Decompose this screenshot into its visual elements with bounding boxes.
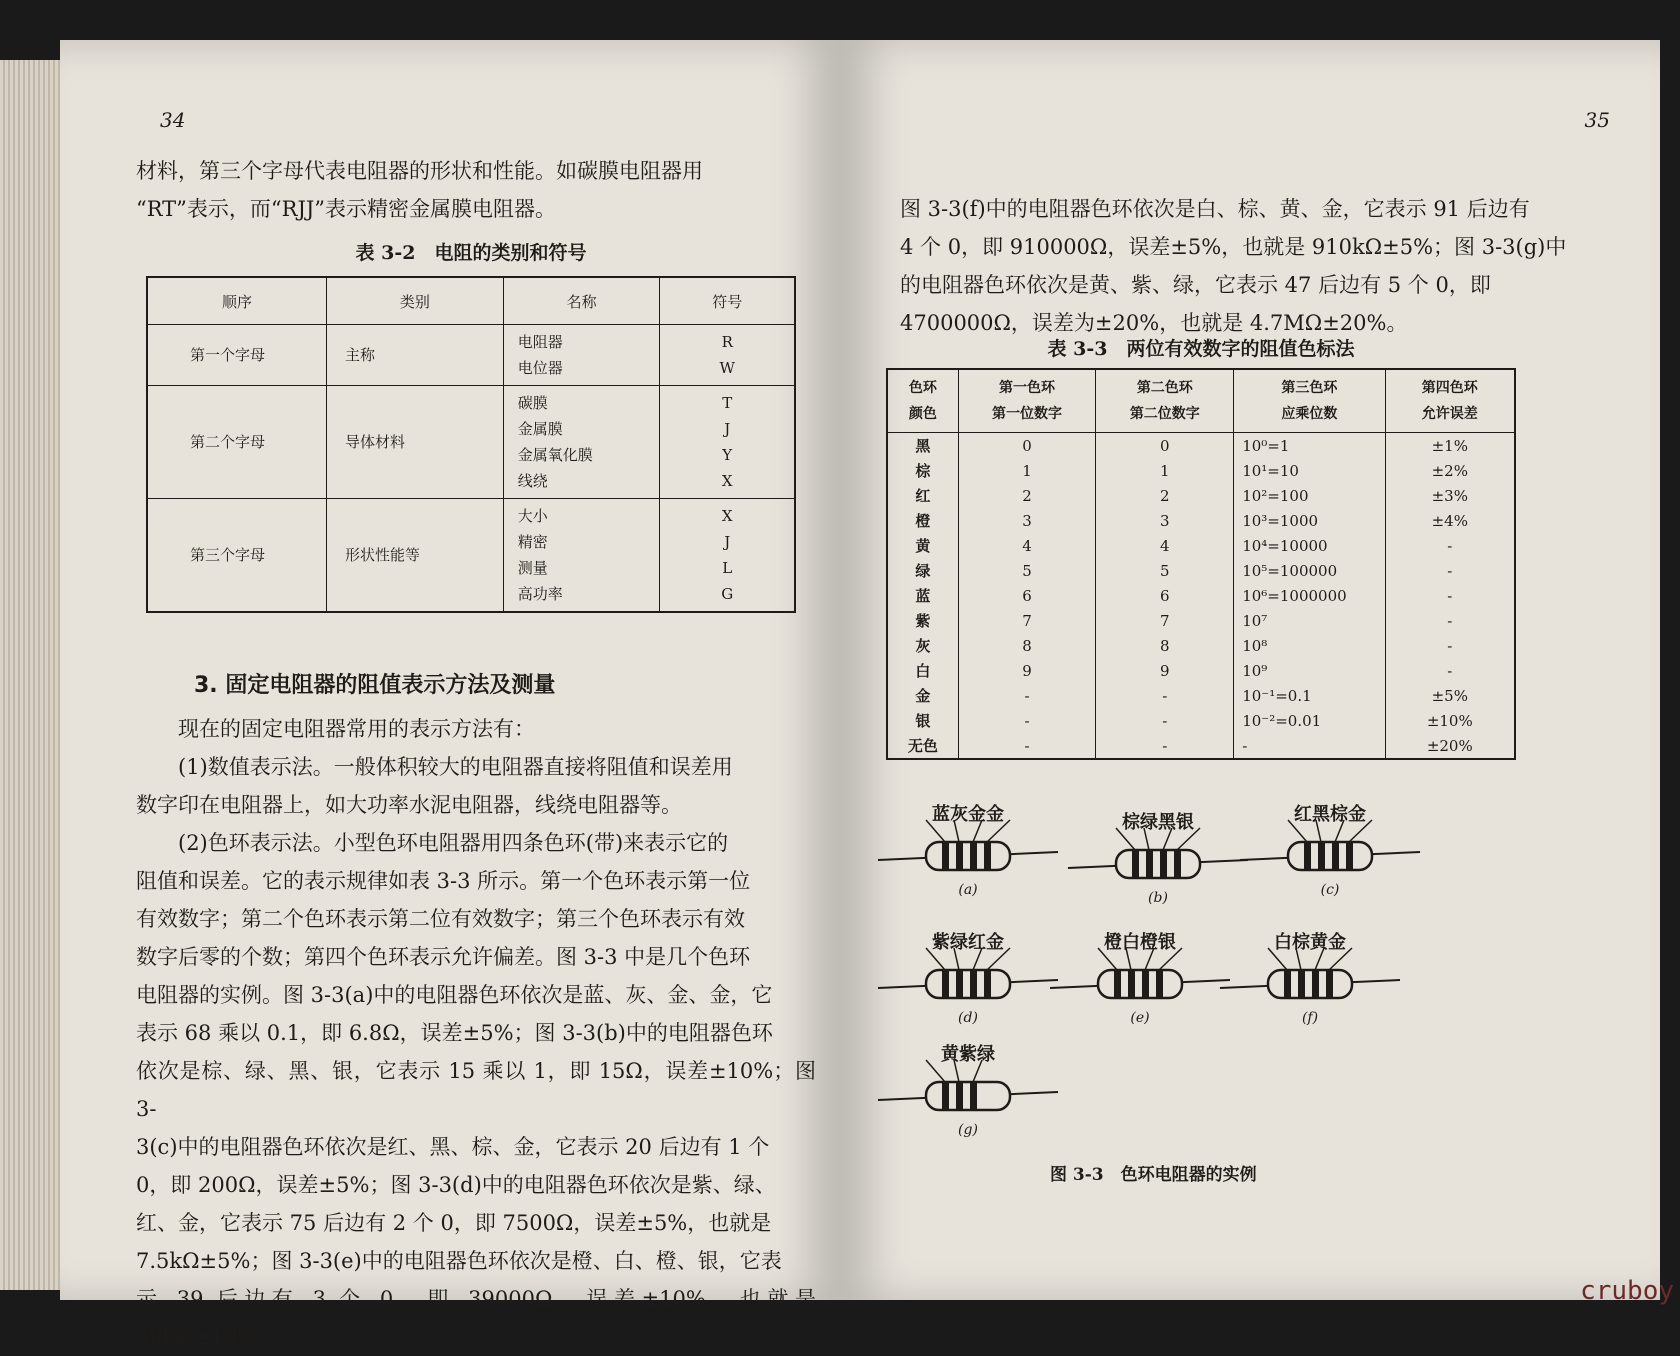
text-line: 4 个 0，即 910000Ω，误差±5%，也就是 910kΩ±5%；图 3-3(g)中: [900, 235, 1567, 259]
first-digit-cell: 2: [958, 483, 1096, 508]
color-cell: 紫: [887, 608, 958, 633]
tolerance-cell: ±5%: [1385, 683, 1515, 708]
band-leader-line: [1349, 820, 1372, 842]
color-band: [956, 1083, 963, 1109]
symbols-cell: [660, 325, 795, 386]
color-cell: 棕: [887, 458, 958, 483]
color-band: [1156, 971, 1163, 997]
resistor-color-code: 蓝灰金金: [932, 804, 1004, 825]
band-leader-line: [1316, 820, 1321, 842]
second-digit-cell: 6: [1096, 583, 1234, 608]
section-title: 3. 固定电阻器的阻值表示方法及测量: [194, 673, 556, 698]
color-band: [1318, 843, 1325, 869]
text-line: 有效数字；第二个色环表示第二位有效数字；第三个色环表示有效: [136, 907, 745, 931]
second-digit-cell: -: [1096, 683, 1234, 708]
symbol-item: T: [722, 394, 733, 412]
table-row: [887, 683, 1515, 708]
header-line: 第一色环: [999, 380, 1056, 396]
color-band: [942, 843, 949, 869]
header-line: 允许误差: [1421, 406, 1478, 422]
table-row: [147, 386, 795, 499]
symbol-item: R: [721, 333, 733, 351]
symbol-item: L: [722, 559, 733, 577]
second-digit-cell: 9: [1096, 658, 1234, 683]
resistor-icon: [878, 950, 1058, 1010]
color-band: [1304, 843, 1311, 869]
color-cell: 红: [887, 483, 958, 508]
band-leader-line: [1288, 820, 1307, 842]
color-band: [1346, 843, 1353, 869]
color-band: [1128, 971, 1135, 997]
table-header: [1385, 369, 1515, 433]
color-band: [1298, 971, 1305, 997]
band-leader-line: [1116, 828, 1135, 850]
table-3-3: [886, 368, 1516, 760]
band-leader-line: [1268, 948, 1287, 970]
second-digit-cell: 7: [1096, 608, 1234, 633]
text-line: 的电阻器色环依次是黄、紫、绿，它表示 47 后边有 5 个 0，即: [900, 273, 1491, 297]
color-cell: 蓝: [887, 583, 958, 608]
table-row: [887, 508, 1515, 533]
text-line: 依次是棕、绿、黑、银，它表示 15 乘以 1，即 15Ω，误差±10%；图 3-: [136, 1059, 816, 1121]
header-line: 应乘位数: [1281, 406, 1338, 422]
name-item: 线绕: [517, 472, 548, 490]
color-band: [1326, 971, 1333, 997]
multiplier-cell: 10⁻²=0.01: [1234, 708, 1385, 733]
name-item: 电位器: [517, 359, 563, 377]
color-cell: 无色: [887, 733, 958, 759]
category-cell: 主称: [327, 325, 504, 386]
text-line: 示 39 后边有 3 个 0，即 39000Ω，误差±10%，也就是 39kΩ±10%；: [136, 1287, 816, 1349]
order-cell: 第二个字母: [147, 386, 327, 499]
table-row: [887, 483, 1515, 508]
color-band: [942, 971, 949, 997]
symbol-item: J: [724, 420, 731, 438]
color-band: [970, 971, 977, 997]
category-cell: 形状性能等: [327, 499, 504, 613]
color-band: [1312, 971, 1319, 997]
table-3-2-caption: 表 3-2 电阻的类别和符号: [355, 242, 587, 264]
color-band: [1114, 971, 1121, 997]
band-leader-line: [954, 1060, 959, 1082]
page-number-right: 35: [1584, 108, 1610, 132]
resistor-3: [1270, 800, 1390, 900]
band-leader-line: [1315, 948, 1324, 970]
multiplier-cell: 10⁰=1: [1234, 433, 1385, 459]
symbol-item: X: [721, 472, 733, 490]
band-leader-line: [973, 948, 982, 970]
first-digit-cell: 1: [958, 458, 1096, 483]
band-leader-line: [1177, 828, 1200, 850]
band-leader-line: [987, 948, 1010, 970]
band-leader-line: [1159, 948, 1182, 970]
resistor-color-code: 黄紫绿: [941, 1044, 995, 1065]
color-band: [1332, 843, 1339, 869]
header-line: 颜色: [908, 406, 937, 422]
symbol-item: G: [721, 585, 734, 603]
symbols-cell: [660, 386, 795, 499]
table-row: [147, 499, 795, 613]
band-leader-line: [973, 1060, 982, 1082]
name-item: 金属氧化膜: [517, 446, 593, 464]
resistor-2: [1098, 808, 1218, 908]
resistor-body: [926, 970, 1010, 998]
multiplier-cell: 10⁵=100000: [1234, 558, 1385, 583]
band-leader-line: [1335, 820, 1344, 842]
text-line: 7.5kΩ±5%；图 3-3(e)中的电阻器色环依次是橙、白、橙、银，它表: [136, 1249, 782, 1273]
text-line: 红、金，它表示 75 后边有 2 个 0，即 7500Ω，误差±5%，也就是: [136, 1211, 772, 1235]
resistor-6: [1250, 928, 1370, 1028]
table-header: 顺序: [147, 277, 327, 325]
color-band: [1160, 851, 1167, 877]
resistor-icon: [878, 1062, 1058, 1122]
name-item: 金属膜: [517, 420, 563, 438]
table-row: [887, 658, 1515, 683]
resistor-color-code: 橙白橙银: [1104, 932, 1176, 953]
band-leader-line: [1163, 828, 1172, 850]
watermark-text: cruboy: [1580, 1276, 1674, 1306]
second-digit-cell: -: [1096, 733, 1234, 759]
tolerance-cell: ±20%: [1385, 733, 1515, 759]
table-row: [887, 458, 1515, 483]
resistor-label: (d): [958, 1010, 978, 1026]
multiplier-cell: 10⁹: [1234, 658, 1385, 683]
color-cell: 橙: [887, 508, 958, 533]
color-cell: 黄: [887, 533, 958, 558]
right-intro-paragraph: [900, 190, 1580, 342]
band-leader-line: [954, 948, 959, 970]
header-line: 第二色环: [1136, 380, 1193, 396]
resistor-color-code: 紫绿红金: [932, 932, 1004, 953]
page-number-left: 34: [160, 108, 186, 132]
resistor-body: [926, 1082, 1010, 1110]
right-page: [840, 40, 1660, 1300]
table-row: [147, 325, 795, 386]
resistor-icon: [1050, 950, 1230, 1010]
tolerance-cell: -: [1385, 658, 1515, 683]
multiplier-cell: 10⁴=10000: [1234, 533, 1385, 558]
first-digit-cell: 8: [958, 633, 1096, 658]
text-line: 数字后零的个数；第四个色环表示允许偏差。图 3-3 中是几个色环: [136, 945, 751, 969]
left-body-text: [136, 710, 816, 1356]
resistor-label: (c): [1320, 882, 1340, 898]
table-row: [887, 708, 1515, 733]
text-line: 现在的固定电阻器常用的表示方法有：: [136, 717, 535, 741]
color-band: [956, 971, 963, 997]
header-line: 第四色环: [1421, 380, 1478, 396]
first-digit-cell: 7: [958, 608, 1096, 633]
resistor-icon: [1240, 822, 1420, 882]
multiplier-cell: 10⁻¹=0.1: [1234, 683, 1385, 708]
first-digit-cell: 5: [958, 558, 1096, 583]
color-cell: 灰: [887, 633, 958, 658]
first-digit-cell: -: [958, 683, 1096, 708]
first-digit-cell: -: [958, 708, 1096, 733]
resistor-icon: [1220, 950, 1400, 1010]
resistor-body: [1268, 970, 1352, 998]
symbol-item: Y: [722, 446, 733, 464]
first-digit-cell: -: [958, 733, 1096, 759]
name-item: 电阻器: [517, 333, 563, 351]
tolerance-cell: ±3%: [1385, 483, 1515, 508]
text-line: 表示 68 乘以 0.1，即 6.8Ω，误差±5%；图 3-3(b)中的电阻器色环: [136, 1021, 773, 1045]
tolerance-cell: ±2%: [1385, 458, 1515, 483]
tolerance-cell: -: [1385, 633, 1515, 658]
band-leader-line: [973, 820, 982, 842]
table-3-2: [146, 276, 796, 613]
second-digit-cell: 3: [1096, 508, 1234, 533]
table-row: [887, 733, 1515, 759]
multiplier-cell: 10²=100: [1234, 483, 1385, 508]
band-leader-line: [954, 820, 959, 842]
order-cell: 第三个字母: [147, 499, 327, 613]
resistor-1: [908, 800, 1028, 900]
multiplier-cell: 10³=1000: [1234, 508, 1385, 533]
color-band: [1146, 851, 1153, 877]
first-digit-cell: 4: [958, 533, 1096, 558]
second-digit-cell: 1: [1096, 458, 1234, 483]
resistor-icon: [1068, 830, 1248, 890]
tolerance-cell: -: [1385, 558, 1515, 583]
multiplier-cell: -: [1234, 733, 1385, 759]
second-digit-cell: 4: [1096, 533, 1234, 558]
color-band: [956, 843, 963, 869]
color-cell: 黑: [887, 433, 958, 459]
table-header: [1234, 369, 1385, 433]
text-line: “RT”表示，而“RJJ”表示精密金属膜电阻器。: [136, 197, 557, 221]
resistor-7: [908, 1040, 1028, 1140]
tolerance-cell: -: [1385, 583, 1515, 608]
color-cell: 绿: [887, 558, 958, 583]
second-digit-cell: 8: [1096, 633, 1234, 658]
order-cell: 第一个字母: [147, 325, 327, 386]
table-row: [887, 558, 1515, 583]
header-line: 第一位数字: [992, 406, 1063, 422]
multiplier-cell: 10⁶=1000000: [1234, 583, 1385, 608]
resistor-icon: [878, 822, 1058, 882]
text-line: 3(c)中的电阻器色环依次是红、黑、棕、金，它表示 20 后边有 1 个: [136, 1135, 770, 1159]
tolerance-cell: ±1%: [1385, 433, 1515, 459]
table-header: 类别: [327, 277, 504, 325]
resistor-label: (f): [1301, 1010, 1319, 1026]
table-3-3-caption: 表 3-3 两位有效数字的阻值色标法: [1047, 338, 1355, 360]
resistor-body: [1098, 970, 1182, 998]
first-digit-cell: 3: [958, 508, 1096, 533]
text-line: 电阻器的实例。图 3-3(a)中的电阻器色环依次是蓝、灰、金、金，它: [136, 983, 773, 1007]
name-item: 大小: [517, 507, 548, 525]
second-digit-cell: 0: [1096, 433, 1234, 459]
multiplier-cell: 10⁸: [1234, 633, 1385, 658]
resistor-5: [1080, 928, 1200, 1028]
second-digit-cell: 2: [1096, 483, 1234, 508]
color-band: [970, 1083, 977, 1109]
text-line: 阻值和误差。它的表示规律如表 3-3 所示。第一个色环表示第一位: [136, 869, 751, 893]
symbols-cell: [660, 499, 795, 613]
symbol-item: J: [724, 533, 731, 551]
resistor-body: [1288, 842, 1372, 870]
names-cell: [503, 325, 660, 386]
color-band: [1284, 971, 1291, 997]
names-cell: [503, 386, 660, 499]
name-item: 精密: [517, 533, 548, 551]
band-leader-line: [1296, 948, 1301, 970]
color-cell: 银: [887, 708, 958, 733]
color-band: [970, 843, 977, 869]
category-cell: 导体材料: [327, 386, 504, 499]
text-line: 4700000Ω，误差为±20%，也就是 4.7MΩ±20%。: [900, 311, 1408, 335]
text-line: 0，即 200Ω，误差±5%；图 3-3(d)中的电阻器色环依次是紫、绿、: [136, 1173, 776, 1197]
left-page: [60, 40, 840, 1349]
resistor-label: (b): [1148, 890, 1168, 906]
table-header: [958, 369, 1096, 433]
color-band: [1174, 851, 1181, 877]
color-band: [1132, 851, 1139, 877]
header-line: 色环: [908, 380, 937, 396]
color-band: [984, 843, 991, 869]
name-item: 测量: [517, 559, 548, 577]
table-header: 符号: [660, 277, 795, 325]
multiplier-cell: 10⁷: [1234, 608, 1385, 633]
name-item: 高功率: [517, 585, 563, 603]
table-header: [887, 369, 958, 433]
text-line: 图 3-3(f)中的电阻器色环依次是白、棕、黄、金，它表示 91 后边有: [900, 197, 1530, 221]
resistor-label: (e): [1130, 1010, 1150, 1026]
header-line: 第二位数字: [1129, 406, 1200, 422]
name-item: 碳膜: [517, 394, 548, 412]
table-header: 名称: [503, 277, 660, 325]
left-intro-paragraph: [136, 152, 816, 228]
text-line: (1)数值表示法。一般体积较大的电阻器直接将阻值和误差用: [136, 755, 733, 779]
resistor-color-code: 红黑棕金: [1294, 804, 1366, 825]
band-leader-line: [926, 1060, 945, 1082]
tolerance-cell: -: [1385, 608, 1515, 633]
second-digit-cell: -: [1096, 708, 1234, 733]
table-row: [887, 583, 1515, 608]
text-line: (2)色环表示法。小型色环电阻器用四条色环(带)来表示它的: [136, 831, 729, 855]
table-row: [887, 533, 1515, 558]
band-leader-line: [1329, 948, 1352, 970]
color-cell: 白: [887, 658, 958, 683]
band-leader-line: [987, 820, 1010, 842]
first-digit-cell: 6: [958, 583, 1096, 608]
color-band: [1142, 971, 1149, 997]
color-band: [942, 1083, 949, 1109]
color-cell: 金: [887, 683, 958, 708]
first-digit-cell: 9: [958, 658, 1096, 683]
table-row: [887, 608, 1515, 633]
text-line: 材料，第三个字母代表电阻器的形状和性能。如碳膜电阻器用: [136, 159, 703, 183]
band-leader-line: [1098, 948, 1117, 970]
resistor-4: [908, 928, 1028, 1028]
tolerance-cell: ±10%: [1385, 708, 1515, 733]
header-line: 第三色环: [1281, 380, 1338, 396]
table-row: [887, 633, 1515, 658]
band-leader-line: [926, 948, 945, 970]
color-band: [984, 971, 991, 997]
text-line: 数字印在电阻器上，如大功率水泥电阻器，线绕电阻器等。: [136, 793, 682, 817]
symbol-item: W: [719, 359, 735, 377]
table-row: [887, 433, 1515, 459]
resistor-color-code: 棕绿黑银: [1122, 812, 1194, 833]
resistor-label: (a): [958, 882, 978, 898]
tolerance-cell: ±4%: [1385, 508, 1515, 533]
multiplier-cell: 10¹=10: [1234, 458, 1385, 483]
resistor-label: (g): [958, 1122, 978, 1138]
resistor-body: [1116, 850, 1200, 878]
table-header: [1096, 369, 1234, 433]
band-leader-line: [926, 820, 945, 842]
first-digit-cell: 0: [958, 433, 1096, 459]
resistor-body: [926, 842, 1010, 870]
resistor-color-code: 白棕黄金: [1274, 932, 1346, 953]
band-leader-line: [1144, 828, 1149, 850]
second-digit-cell: 5: [1096, 558, 1234, 583]
figure-caption: 图 3-3 色环电阻器的实例: [1050, 1165, 1257, 1185]
names-cell: [503, 499, 660, 613]
band-leader-line: [1126, 948, 1131, 970]
symbol-item: X: [721, 507, 733, 525]
tolerance-cell: -: [1385, 533, 1515, 558]
band-leader-line: [1145, 948, 1154, 970]
